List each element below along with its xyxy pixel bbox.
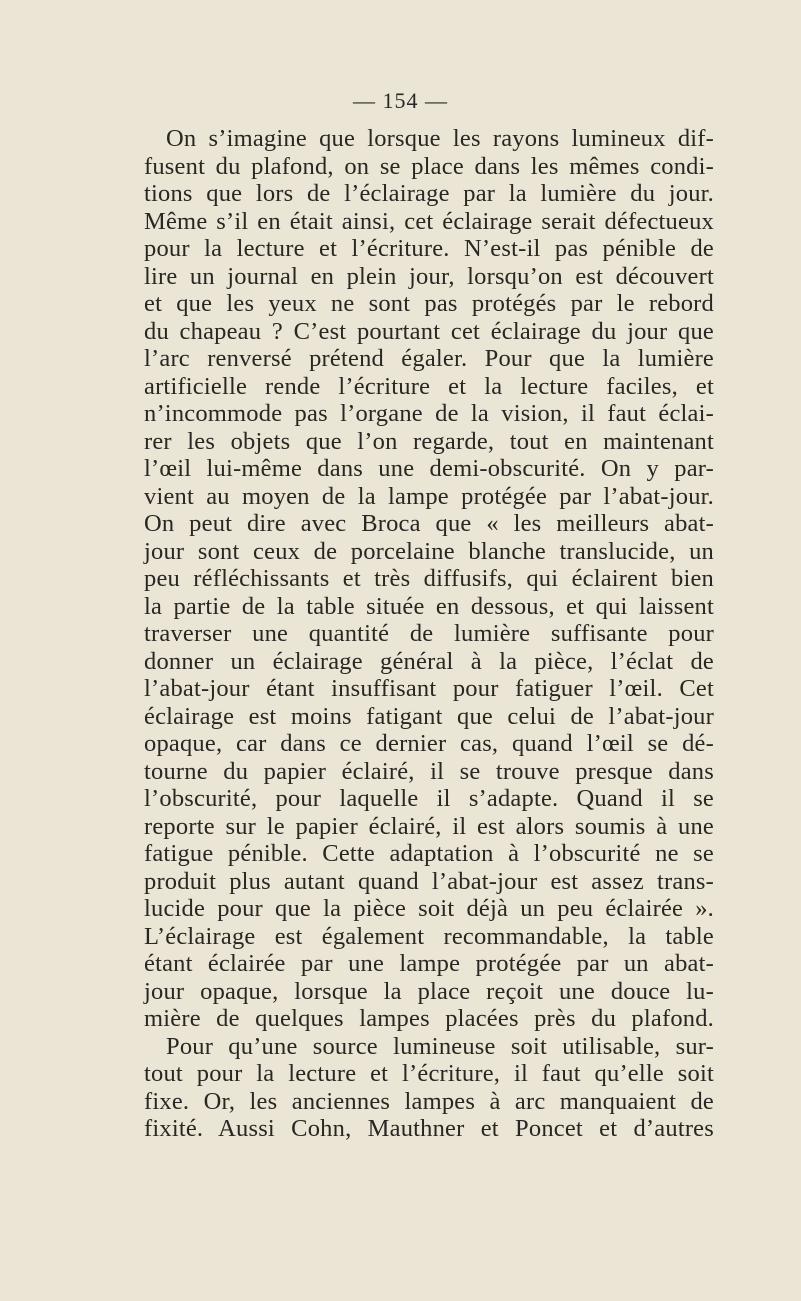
text-line: mière de quelques lampes placées près du plafond.	[144, 1005, 714, 1032]
text-line: la partie de la table située en dessous, et qui laissent	[144, 592, 714, 620]
text-line: produit plus autant quand l’abat-jour est assez trans-	[144, 867, 714, 895]
text-line: On peut dire avec Broca que « les meilleurs abat-	[144, 510, 714, 537]
text-line: l’œil lui-même dans une demi-obscurité. On y par-	[144, 455, 714, 482]
text-line: lire un journal en plein jour, lorsqu’on est découvert	[144, 262, 714, 290]
text-line: Même s’il en était ainsi, cet éclairage serait défectueux	[144, 207, 714, 235]
text-line: opaque, car dans ce dernier cas, quand l’œil se dé-	[144, 730, 714, 757]
text-line: traverser une quantité de lumière suffisante pour	[144, 620, 714, 647]
text-line: l’abat-jour étant insuffisant pour fatiguer l’œil. Cet	[144, 675, 714, 702]
text-line: l’obscurité, pour laquelle il s’adapte. Quand il se	[144, 785, 714, 812]
text-line: donner un éclairage général à la pièce, l’éclat de	[144, 647, 714, 675]
text-line: reporte sur le papier éclairé, il est alors soumis à une	[144, 812, 714, 840]
text-line: On s’imagine que lorsque les rayons lumineux dif-	[166, 125, 714, 152]
text-line: du chapeau ? C’est pourtant cet éclairage du jour que	[144, 317, 714, 345]
text-line: étant éclairée par une lampe protégée par un abat-	[144, 950, 714, 977]
text-line: rer les objets que l’on regarde, tout en maintenant	[144, 427, 714, 455]
text-line: artificielle rende l’écriture et la lecture faciles, et	[144, 372, 714, 400]
text-line: L’éclairage est également recommandable, la table	[144, 922, 714, 950]
body-text	[144, 125, 714, 1143]
page-number: — 154 —	[353, 88, 448, 113]
text-line: pour la lecture et l’écriture. N’est-il pas pénible de	[144, 235, 714, 262]
text-line: tout pour la lecture et l’écriture, il faut qu’elle soit	[144, 1060, 714, 1087]
text-line: éclairage est moins fatigant que celui de l’abat-jour	[144, 702, 714, 730]
text-line: Pour qu’une source lumineuse soit utilisable, sur-	[166, 1032, 714, 1060]
text-line: fusent du plafond, on se place dans les mêmes condi-	[144, 152, 714, 180]
text-line: lucide pour que la pièce soit déjà un peu éclairée ».	[144, 895, 714, 922]
text-line: l’arc renversé prétend égaler. Pour que la lumière	[144, 345, 714, 372]
text-line: tions que lors de l’éclairage par la lumière du jour.	[144, 180, 714, 207]
text-line: et que les yeux ne sont pas protégés par le rebord	[144, 290, 714, 317]
text-line: jour opaque, lorsque la place reçoit une douce lu-	[144, 977, 714, 1005]
text-line: n’incommode pas l’organe de la vision, il faut éclai-	[144, 400, 714, 427]
text-line: tourne du papier éclairé, il se trouve presque dans	[144, 757, 714, 785]
text-line: jour sont ceux de porcelaine blanche translucide, un	[144, 537, 714, 565]
text-line: fatigue pénible. Cette adaptation à l’obscurité ne se	[144, 840, 714, 867]
text-line: fixité. Aussi Cohn, Mauthner et Poncet et d’autres	[144, 1115, 714, 1142]
text-line: peu réfléchissants et très diffusifs, qui éclairent bien	[144, 565, 714, 592]
text-line: vient au moyen de la lampe protégée par l’abat-jour.	[144, 482, 714, 510]
text-line: fixe. Or, les anciennes lampes à arc manquaient de	[144, 1087, 714, 1115]
